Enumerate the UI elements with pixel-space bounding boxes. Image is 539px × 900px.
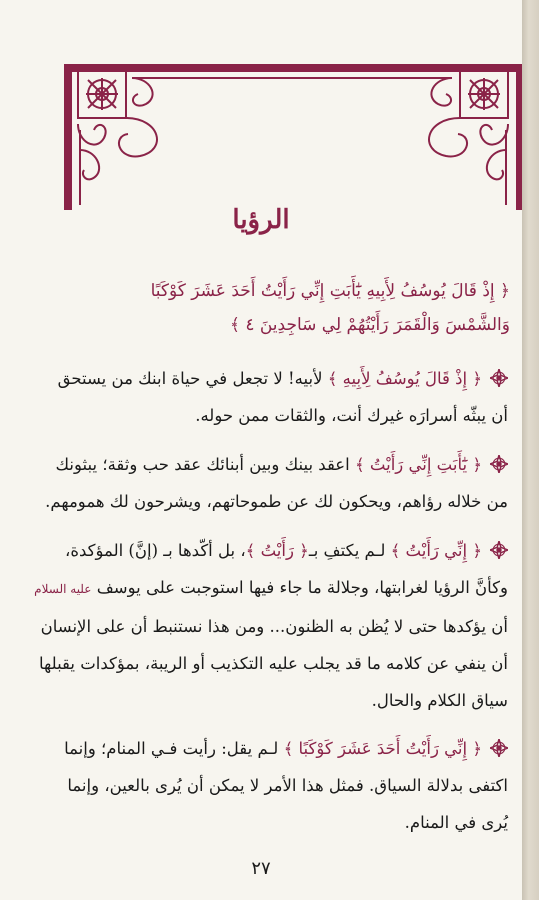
paragraph-text: سياق الكلام والحال. [371,691,508,710]
paragraph-text: لـم يكتفِ بـ [308,541,386,560]
floral-star-icon [490,541,508,559]
paragraph-text: لـم يقل: رأيت فـي المنام؛ وإنما [64,739,279,758]
floral-star-icon [490,739,508,757]
paragraph [30,446,508,520]
paragraph-text: من خلاله رؤاهم، ويحكون لك عن طموحاتهم، ويشرحون لك همومهم. [45,492,508,511]
chapter-title: الرؤيا [232,205,290,235]
quote: ﴿ إِنِّي رَأَيْتُ ﴾ [390,541,482,560]
verse-line: وَالشَّمْسَ وَالْقَمَرَ رَأَيْتُهُمْ لِي سَاجِدِينَ ٤ ﴾ [229,315,510,335]
paragraph-text: أن يبثّه أسرارَه غيرك أنت، والثقات ممن حوله. [195,406,508,425]
ornamental-frame [0,0,522,215]
quran-verse [130,274,510,342]
paragraph [30,360,508,434]
verse-line: ﴿ إِذْ قَالَ يُوسُفُ لِأَبِيهِ يَٰٓأَبَتِ إِنِّي رَأَيْتُ أَحَدَ عَشَرَ كَوْكَبًا [150,281,510,301]
paragraph-text: اكتفى بدلالة السياق. فمثل هذا الأمر لا يمكن أن يُرى بالعين، وإنما [67,776,508,795]
paragraph-text: ، بل أكّدها بـ (إنَّ) المؤكدة، [65,541,246,560]
quote: ﴿ يَٰٓأَبَتِ إِنِّي رَأَيْتُ ﴾ [354,455,482,474]
paragraph-text: أن يؤكدها حتى لا يُظن به الظنون... ومن هذا نستنبط أن على الإنسان [40,617,508,636]
quote: ﴿ رَأَيْتُ ﴾ [245,541,309,560]
quote: ﴿ إِذْ قَالَ يُوسُفُ لِأَبِيهِ ﴾ [327,369,482,388]
paragraph [30,730,508,841]
floral-star-icon [490,455,508,473]
paragraph-text: لأبيه! لا تجعل في حياة ابنك من يستحق [57,369,323,388]
floral-star-icon [490,369,508,387]
quote: ﴿ إِنِّي رَأَيْتُ أَحَدَ عَشَرَ كَوْكَبًا ﴾ [283,739,482,758]
paragraph-text: أن ينفي عن كلامه ما قد يجلب عليه التكذيب أو الريبة، بمؤكدات يقبلها [38,654,508,673]
paragraph-text: وكأنَّ الرؤيا لغرابتها، وجلالة ما جاء فيها استوجبت على يوسف [96,578,508,597]
honorific: عليه السلام [34,582,92,596]
paragraph-text: اعقد بينك وبين أبنائك عقد حب وثقة؛ يبثونك [55,455,350,474]
paragraph-text: يُرى في المنام. [404,813,508,832]
paragraph [30,532,508,719]
book-gutter [522,0,539,900]
page-number: ٢٧ [251,858,271,879]
